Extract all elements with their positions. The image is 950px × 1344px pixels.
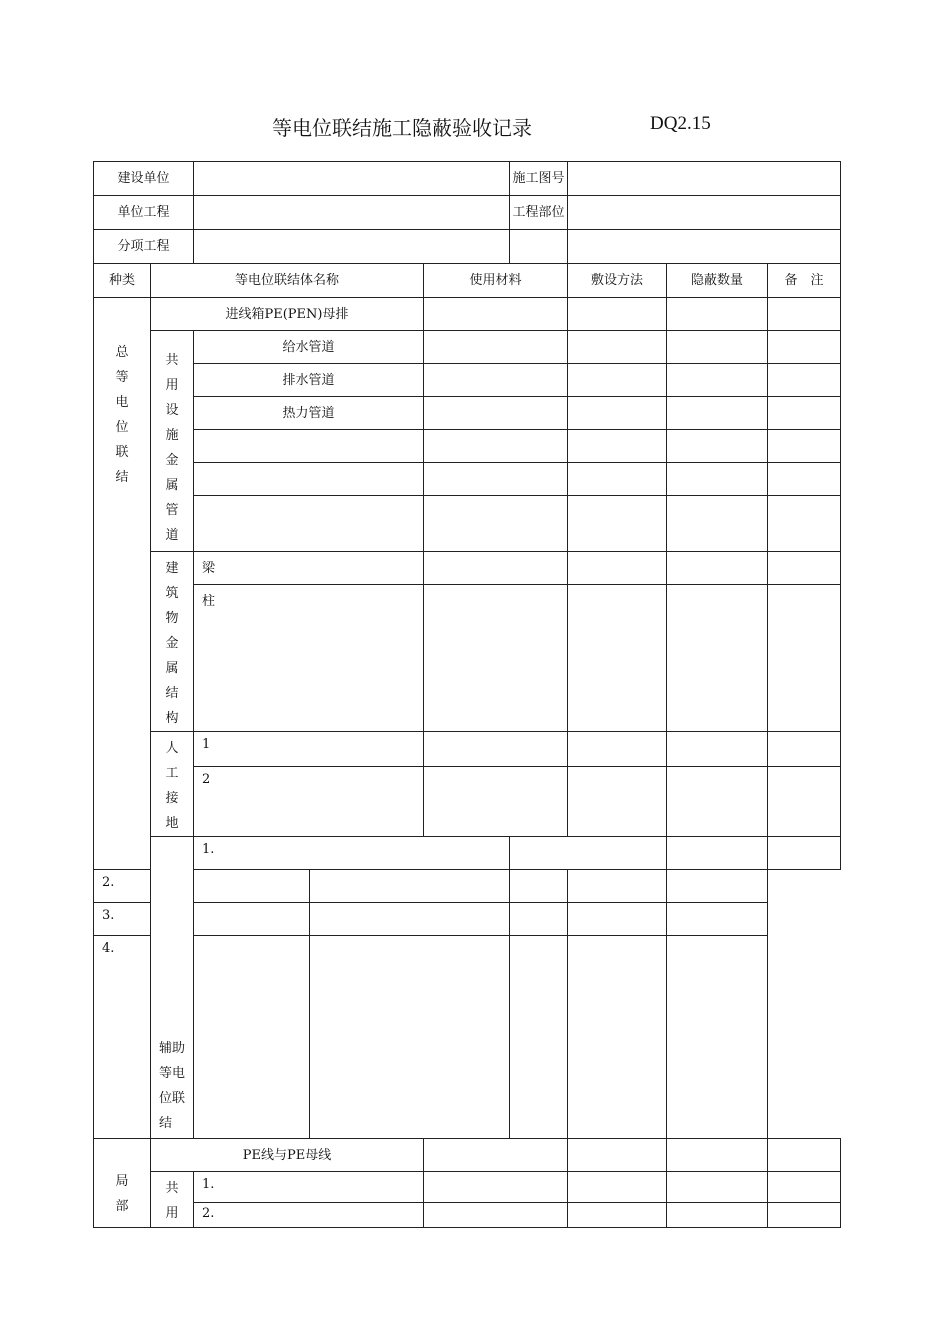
- pe-line-name: PE线与PE母线: [151, 1139, 424, 1172]
- quantity-cell[interactable]: [568, 870, 667, 903]
- method-cell[interactable]: [568, 430, 667, 463]
- table-row: [94, 837, 841, 870]
- remarks-cell[interactable]: [768, 364, 841, 397]
- remarks-cell[interactable]: [768, 331, 841, 364]
- building-structure-label: 建 筑 物 金 属 结 构: [151, 552, 194, 732]
- pipe-name-blank[interactable]: [194, 463, 424, 496]
- method-cell[interactable]: [510, 870, 568, 903]
- local-item: 1.: [194, 1172, 424, 1203]
- col-name: 等电位联结体名称: [151, 264, 424, 298]
- remarks-cell[interactable]: [667, 936, 768, 1139]
- quantity-cell[interactable]: [667, 430, 768, 463]
- remarks-cell[interactable]: [768, 463, 841, 496]
- material-cell[interactable]: [424, 430, 568, 463]
- quantity-cell[interactable]: [667, 463, 768, 496]
- quantity-cell[interactable]: [667, 732, 768, 767]
- method-cell[interactable]: [510, 903, 568, 936]
- quantity-cell[interactable]: [667, 364, 768, 397]
- material-cell[interactable]: [424, 1172, 568, 1203]
- aux-item: 4.: [94, 936, 310, 1139]
- material-cell[interactable]: [424, 463, 568, 496]
- remarks-cell[interactable]: [768, 1172, 841, 1203]
- material-cell[interactable]: [424, 397, 568, 430]
- method-cell[interactable]: [568, 397, 667, 430]
- method-cell[interactable]: [568, 766, 667, 836]
- aux-item: 3.: [94, 903, 310, 936]
- sub-project-value[interactable]: [194, 230, 510, 264]
- material-cell[interactable]: [424, 766, 568, 836]
- aux-item: 1.: [194, 837, 510, 870]
- remarks-cell[interactable]: [768, 1139, 841, 1172]
- remarks-cell[interactable]: [768, 496, 841, 552]
- remarks-cell[interactable]: [768, 766, 841, 836]
- table-row: [94, 364, 841, 397]
- method-cell[interactable]: [510, 936, 568, 1139]
- quantity-cell[interactable]: [667, 331, 768, 364]
- col-material: 使用材料: [424, 264, 568, 298]
- aux-item: 2.: [94, 870, 310, 903]
- unit-project-value[interactable]: [194, 196, 510, 230]
- material-cell[interactable]: [424, 552, 568, 585]
- remarks-cell[interactable]: [667, 870, 768, 903]
- unit-project-label: 单位工程: [94, 196, 194, 230]
- local-bonding-label: 局 部: [94, 1139, 151, 1228]
- material-cell[interactable]: [424, 1203, 568, 1228]
- table-row: [94, 552, 841, 585]
- material-cell[interactable]: [424, 364, 568, 397]
- material-cell[interactable]: [424, 496, 568, 552]
- struct-item: 柱: [194, 584, 424, 731]
- method-cell[interactable]: [568, 732, 667, 767]
- pipe-name-blank[interactable]: [194, 496, 424, 552]
- material-cell[interactable]: [424, 1139, 568, 1172]
- quantity-cell[interactable]: [667, 1172, 768, 1203]
- table-row: [94, 584, 841, 731]
- quantity-cell[interactable]: [667, 584, 768, 731]
- table-row: [94, 903, 841, 936]
- project-part-label: 工程部位: [510, 196, 568, 230]
- local-item: 2.: [194, 1203, 424, 1228]
- method-cell[interactable]: [568, 552, 667, 585]
- header-row: [94, 162, 841, 196]
- remarks-cell[interactable]: [768, 732, 841, 767]
- col-type: 种类: [94, 264, 151, 298]
- column-header-row: [94, 264, 841, 298]
- auxiliary-bonding-label: 辅 助 等 电 位 联 结: [151, 837, 194, 1139]
- material-cell[interactable]: [510, 837, 667, 870]
- header-row: [94, 230, 841, 264]
- header-row: [94, 196, 841, 230]
- table-row: [94, 732, 841, 767]
- remarks-cell[interactable]: [768, 298, 841, 331]
- method-cell[interactable]: [568, 1139, 667, 1172]
- table-row: [94, 1203, 841, 1228]
- quantity-cell[interactable]: [667, 1139, 768, 1172]
- method-cell[interactable]: [568, 1203, 667, 1228]
- pipe-name: 给水管道: [194, 331, 424, 364]
- construction-unit-value[interactable]: [194, 162, 510, 196]
- material-cell[interactable]: [424, 298, 568, 331]
- col-quantity: 隐蔽数量: [667, 264, 768, 298]
- material-cell[interactable]: [424, 584, 568, 731]
- remarks-cell[interactable]: [768, 1203, 841, 1228]
- quantity-cell[interactable]: [667, 397, 768, 430]
- acceptance-record-table: [93, 161, 841, 1228]
- remarks-cell[interactable]: [768, 584, 841, 731]
- busbar-name: 进线箱PE(PEN)母排: [151, 298, 424, 331]
- table-row: [94, 496, 841, 552]
- remarks-cell[interactable]: [768, 430, 841, 463]
- quantity-cell[interactable]: [568, 903, 667, 936]
- shared-pipes-label: 共 用 设 施 金 属 管 道: [151, 331, 194, 552]
- pipe-name-blank[interactable]: [194, 430, 424, 463]
- table-row: [94, 463, 841, 496]
- sub-project-label: 分项工程: [94, 230, 194, 264]
- quantity-cell[interactable]: [667, 496, 768, 552]
- material-cell[interactable]: [310, 903, 510, 936]
- table-row: [94, 936, 841, 1139]
- empty-cell[interactable]: [568, 230, 841, 264]
- material-cell[interactable]: [424, 331, 568, 364]
- material-cell[interactable]: [424, 732, 568, 767]
- table-row: [94, 331, 841, 364]
- table-row: [94, 1139, 841, 1172]
- material-cell[interactable]: [310, 870, 510, 903]
- construction-unit-label: 建设单位: [94, 162, 194, 196]
- pipe-name: 热力管道: [194, 397, 424, 430]
- table-row: [94, 298, 841, 331]
- pipe-name: 排水管道: [194, 364, 424, 397]
- table-row: [94, 1172, 841, 1203]
- page-title: 等电位联结施工隐蔽验收记录: [272, 116, 532, 140]
- quantity-cell[interactable]: [667, 766, 768, 836]
- table-row: [94, 870, 841, 903]
- method-cell[interactable]: [667, 837, 768, 870]
- project-part-value[interactable]: [568, 196, 841, 230]
- method-cell[interactable]: [568, 364, 667, 397]
- local-shared-label: 共 用: [151, 1172, 194, 1228]
- col-method: 敷设方法: [568, 264, 667, 298]
- ground-item: 2: [194, 766, 424, 836]
- col-remarks: 备 注: [768, 264, 841, 298]
- method-cell[interactable]: [568, 463, 667, 496]
- form-code: DQ2.15: [650, 113, 711, 134]
- remarks-cell[interactable]: [667, 903, 768, 936]
- remarks-cell[interactable]: [768, 397, 841, 430]
- table-row: [94, 430, 841, 463]
- table-row: [94, 766, 841, 836]
- quantity-cell[interactable]: [768, 837, 841, 870]
- quantity-cell[interactable]: [667, 298, 768, 331]
- ground-item: 1: [194, 732, 424, 767]
- table-row: [94, 397, 841, 430]
- drawing-no-label: 施工图号: [510, 162, 568, 196]
- drawing-no-value[interactable]: [568, 162, 841, 196]
- quantity-cell[interactable]: [667, 1203, 768, 1228]
- empty-cell: [510, 230, 568, 264]
- quantity-cell[interactable]: [667, 552, 768, 585]
- method-cell[interactable]: [568, 496, 667, 552]
- remarks-cell[interactable]: [768, 552, 841, 585]
- method-cell[interactable]: [568, 584, 667, 731]
- method-cell[interactable]: [568, 298, 667, 331]
- method-cell[interactable]: [568, 331, 667, 364]
- artificial-grounding-label: 人 工 接 地: [151, 732, 194, 837]
- quantity-cell[interactable]: [568, 936, 667, 1139]
- total-bonding-label: 总 等 电 位 联 结: [94, 298, 151, 870]
- material-cell[interactable]: [310, 936, 510, 1139]
- struct-item: 梁: [194, 552, 424, 585]
- method-cell[interactable]: [568, 1172, 667, 1203]
